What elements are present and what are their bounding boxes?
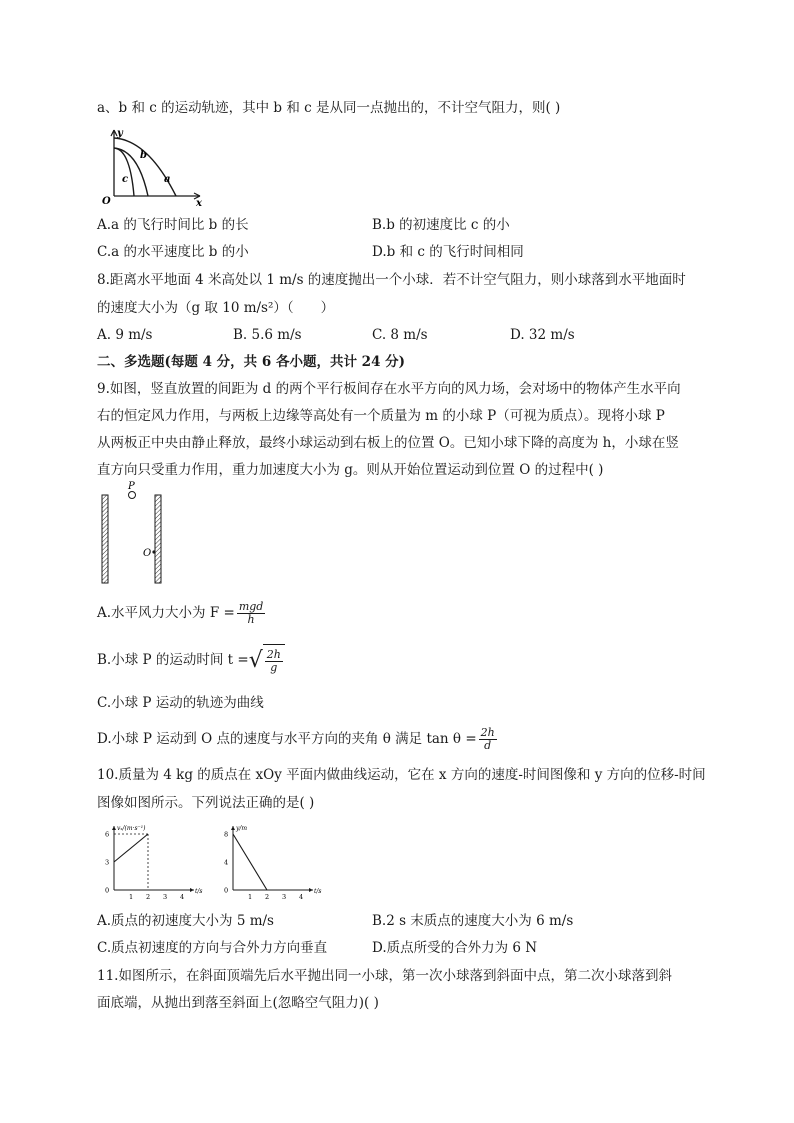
q10-option-d: D.质点所受的合外力为 6 N	[372, 940, 538, 956]
q11-line-2: 面底端，从抛出到落至斜面上(忽略空气阻力)( )	[97, 995, 379, 1011]
q7-option-b: B.b 的初速度比 c 的小	[372, 217, 510, 233]
q9-option-a-numerator: mgd	[238, 600, 264, 613]
q9-option-a-denominator: h	[247, 613, 255, 626]
q8-option-b: B. 5.6 m/s	[233, 327, 302, 343]
q9-parallel-plates-figure	[96, 480, 176, 588]
q7-fig-y-label: y	[117, 128, 123, 139]
x-tick-label: 2	[265, 893, 270, 901]
q9-option-b-denominator: g	[270, 661, 278, 674]
q9-fig-p-label: P	[128, 481, 135, 492]
q10-line-2: 图像如图所示。下列说法正确的是( )	[97, 795, 315, 811]
q7-fig-x-label: x	[196, 198, 202, 209]
q9-option-a	[97, 598, 267, 628]
q9-line-3: 从两板正中央由静止释放，最终小球运动到右板上的位置 O。已知小球下降的高度为 h，小球在竖	[97, 435, 679, 451]
x-axis-label: t/s	[314, 888, 322, 895]
q7-option-d: D.b 和 c 的飞行时间相同	[372, 244, 524, 260]
x-axis-arrow-icon	[309, 888, 313, 892]
x-axis-arrow-icon	[190, 888, 194, 892]
q8-option-c: C. 8 m/s	[372, 327, 428, 343]
q11-line-1: 11.如图所示，在斜面顶端先后水平抛出同一小球，第一次小球落到斜面中点，第二次小球落到斜	[97, 968, 672, 984]
q7-fig-b-label: b	[140, 150, 147, 161]
q10-line-1: 10.质量为 4 kg 的质点在 xOy 平面内做曲线运动，它在 x 方向的速度-时间图像和 y 方向的位移-时间	[97, 767, 706, 783]
q9-option-a-fraction	[237, 601, 266, 626]
q10-option-b: B.2 s 末质点的速度大小为 6 m/s	[372, 913, 574, 929]
y-axis-arrow-icon	[112, 826, 116, 830]
q10-option-a: A.质点的初速度大小为 5 m/s	[97, 913, 274, 929]
x-tick-label: 3	[163, 893, 168, 901]
q10-vx-t-chart	[96, 820, 203, 904]
x-axis-label: t/s	[195, 888, 203, 895]
q7-fig-a-label: a	[164, 174, 171, 185]
section-2-heading: 二、多选题(每题 4 分，共 6 各小题，共计 24 分)	[97, 354, 406, 370]
series-line	[233, 834, 267, 890]
q10-y-t-chart	[215, 820, 322, 904]
x-tick-label: 4	[180, 893, 185, 901]
sqrt-icon: √	[248, 647, 263, 673]
q7-option-a: A.a 的飞行时间比 b 的长	[97, 217, 249, 233]
q9-option-c: C.小球 P 运动的轨迹为曲线	[97, 695, 264, 711]
q7-fig-origin-label: O	[102, 196, 111, 207]
q9-option-b-numerator: 2h	[266, 648, 281, 661]
y-tick-label: 0	[105, 886, 110, 895]
y-tick-label: 8	[224, 830, 229, 839]
y-tick-label: 3	[105, 858, 110, 867]
y-axis-arrow-icon	[231, 826, 235, 830]
q9-option-d	[97, 723, 499, 755]
q8-line-1: 8.距离水平地面 4 米高处以 1 m/s 的速度抛出一个小球．若不计空气阻力，则小球落到水平地面时	[97, 272, 686, 288]
q9-option-a-text: A.水平风力大小为 F =	[97, 605, 235, 621]
q7-stem: a、b 和 c 的运动轨迹，其中 b 和 c 是从同一点抛出的，不计空气阻力，则( )	[97, 100, 561, 116]
x-tick-label: 3	[282, 893, 287, 901]
q9-line-4: 直方向只受重力作用，重力加速度大小为 g。则从开始位置运动到位置 O 的过程中( )	[97, 462, 604, 478]
x-tick-label: 1	[248, 893, 253, 901]
x-tick-label: 1	[129, 893, 134, 901]
y-tick-label: 0	[224, 886, 229, 895]
y-tick-label: 6	[105, 830, 110, 839]
q9-line-1: 9.如图，竖直放置的间距为 d 的两个平行板间存在水平方向的风力场，会对场中的物体产生水平向	[97, 381, 681, 397]
q9-option-d-numerator: 2h	[480, 726, 495, 739]
q8-line-2: 的速度大小为（g 取 10 m/s²）（ ）	[97, 300, 335, 316]
series-line	[114, 834, 148, 862]
q7-option-c: C.a 的水平速度比 b 的小	[97, 244, 249, 260]
q9-option-b	[97, 644, 285, 677]
q8-option-d: D. 32 m/s	[510, 327, 575, 343]
x-tick-label: 4	[299, 893, 304, 901]
y-tick-label: 4	[224, 858, 229, 867]
q9-fig-o-label: O	[143, 548, 152, 559]
q7-fig-c-label: c	[122, 174, 129, 185]
y-axis-label: vₓ/(m·s⁻¹)	[117, 825, 146, 832]
q9-option-d-fraction	[479, 727, 497, 752]
q9-line-2: 右的恒定风力作用，与两板上边缘等高处有一个质量为 m 的小球 P（可视为质点）。现将小球 P	[97, 408, 665, 424]
q7-trajectory-figure	[96, 124, 206, 208]
q9-option-d-denominator: d	[484, 739, 492, 752]
q9-option-d-text: D.小球 P 运动到 O 点的速度与水平方向的夹角 θ 满足 tan θ =	[97, 731, 477, 747]
q9-option-b-text: B.小球 P 的运动时间 t =	[97, 652, 249, 668]
q8-option-a: A. 9 m/s	[97, 327, 153, 343]
x-tick-label: 2	[146, 893, 151, 901]
q9-option-b-sqrt	[249, 644, 285, 677]
y-axis-label: y/m	[236, 825, 248, 832]
q10-option-c: C.质点初速度的方向与合外力方向垂直	[97, 940, 328, 956]
